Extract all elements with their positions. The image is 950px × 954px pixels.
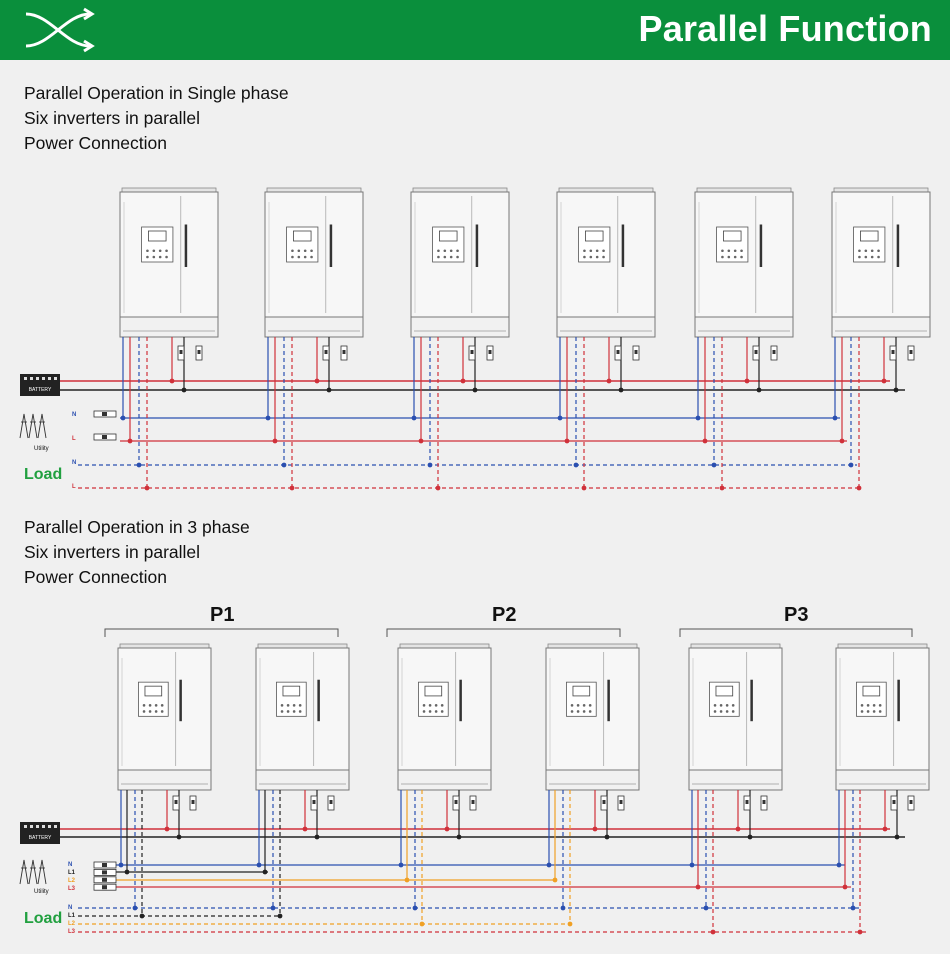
panel-button [583,710,586,713]
panel-button [602,249,605,252]
junction-dot [461,379,466,384]
panel-button [293,704,296,707]
load-line-label: L [72,484,76,490]
junction-dot [711,930,716,935]
junction-dot [553,878,558,883]
panel-button [873,704,876,707]
junction-dot [849,463,854,468]
junction-dot [837,863,842,868]
breaker-switch [893,800,896,804]
breaker-switch [192,800,195,804]
junction-dot [457,835,462,840]
battery-cell [24,377,27,380]
panel-button [714,710,717,713]
panel-button [161,704,164,707]
handle [607,680,610,721]
junction-dot [170,379,175,384]
inverter-base [836,770,929,790]
panel-button [153,249,156,252]
handle [330,225,333,268]
panel-button [281,710,284,713]
junction-dot [145,486,150,491]
panel-button [583,704,586,707]
panel-button [726,710,729,713]
breaker-switch [755,350,758,354]
utility-tower-icon [38,414,46,438]
inverter-base [546,770,639,790]
breaker-switch [746,800,749,804]
junction-dot [833,416,838,421]
breaker-switch [455,800,458,804]
panel-button [740,256,743,259]
utility-label: Utility [34,889,49,895]
junction-dot [315,835,320,840]
breaker-switch [102,878,107,882]
panel-button [879,710,882,713]
battery-cell [30,825,33,828]
junction-dot [593,827,598,832]
panel-button [732,704,735,707]
junction-dot [420,922,425,927]
junction-dot [436,486,441,491]
group-bracket [105,629,338,637]
utility-line-label: L1 [68,870,76,876]
breaker-switch [620,800,623,804]
inverter-base [118,770,211,790]
panel-button [596,249,599,252]
breaker-switch [175,800,178,804]
load-line-label: L3 [68,929,76,935]
breaker-switch [603,800,606,804]
junction-dot [412,416,417,421]
load-label: Load [24,910,63,927]
junction-dot [547,863,552,868]
panel-button [444,256,447,259]
load-label: Load [24,466,63,483]
handle [179,680,182,721]
panel-button [299,704,302,707]
panel-button [304,249,307,252]
panel-button [867,704,870,707]
load-line-label: L2 [68,921,76,927]
handle [459,680,462,721]
panel-button [429,704,432,707]
junction-dot [895,835,900,840]
breaker-switch [635,350,638,354]
panel-button [441,704,444,707]
breaker-switch [313,800,316,804]
utility-tower-icon [38,860,46,884]
utility-line-label: L2 [68,878,76,884]
panel-button [299,710,302,713]
junction-dot [858,930,863,935]
panel-button [153,256,156,259]
junction-dot [428,463,433,468]
panel-button [456,249,459,252]
inverter-base [832,317,930,337]
panel-button [441,710,444,713]
breaker-switch [910,350,913,354]
junction-dot [568,922,573,927]
junction-dot [290,486,295,491]
panel-button [865,249,868,252]
panel-button [149,710,152,713]
panel-button [161,710,164,713]
junction-dot [703,439,708,444]
junction-dot [125,870,130,875]
utility-label: Utility [34,446,49,452]
inverter-base [398,770,491,790]
junction-dot [558,416,563,421]
inverter-base [695,317,793,337]
panel-button [165,249,168,252]
panel-button [873,710,876,713]
panel-button [165,256,168,259]
panel-button [310,249,313,252]
panel-button [734,249,737,252]
inverter-base [120,317,218,337]
utility-line-label: L [72,436,76,442]
handle [760,225,763,268]
junction-dot [137,463,142,468]
panel-button [435,710,438,713]
junction-dot [565,439,570,444]
junction-dot [140,914,145,919]
junction-dot [263,870,268,875]
utility-tower-icon [20,414,28,438]
panel-button [146,249,149,252]
group-bracket [387,629,620,637]
junction-dot [273,439,278,444]
breaker-switch [892,350,895,354]
group-bracket [680,629,912,637]
panel-button [159,256,162,259]
panel-button [287,704,290,707]
utility-line-label: N [72,412,77,418]
breaker-switch [343,350,346,354]
battery-cell [36,377,39,380]
breaker-switch [617,350,620,354]
junction-dot [843,885,848,890]
battery-label: BATTERY [28,835,52,841]
panel-button [143,710,146,713]
junction-dot [315,379,320,384]
panel-button [714,704,717,707]
inverter-base [689,770,782,790]
breaker-switch [472,800,475,804]
panel-button [155,710,158,713]
junction-dot [704,906,709,911]
breaker-switch [910,800,913,804]
junction-dot [182,388,187,393]
junction-dot [882,379,887,384]
junction-dot [894,388,899,393]
battery-cell [42,377,45,380]
battery-cell [54,377,57,380]
panel-button [437,249,440,252]
junction-dot [278,914,283,919]
breaker-switch [471,350,474,354]
load-line-label: N [68,905,73,911]
junction-dot [419,439,424,444]
panel-button [287,710,290,713]
junction-dot [605,835,610,840]
battery-cell [24,825,27,828]
junction-dot [748,835,753,840]
handle [317,680,320,721]
panel-button [146,256,149,259]
battery-label: BATTERY [28,387,52,393]
panel-button [304,256,307,259]
junction-dot [712,463,717,468]
panel-button [720,710,723,713]
junction-dot [473,388,478,393]
breaker-switch [102,870,107,874]
panel-button [456,256,459,259]
junction-dot [133,906,138,911]
breaker-switch [325,350,328,354]
panel-button [310,256,313,259]
panel-button [728,256,731,259]
breaker-switch [489,350,492,354]
panel-button [589,704,592,707]
junction-dot [561,906,566,911]
junction-dot [857,486,862,491]
junction-dot [165,827,170,832]
junction-dot [119,863,124,868]
battery-cell [54,825,57,828]
junction-dot [405,878,410,883]
panel-button [155,704,158,707]
junction-dot [282,463,287,468]
breaker-switch [773,350,776,354]
panel-button [577,710,580,713]
junction-dot [883,827,888,832]
panel-button [291,256,294,259]
panel-button [291,249,294,252]
panel-button [734,256,737,259]
battery-cell [36,825,39,828]
utility-tower-icon [20,860,28,884]
inverter-base [411,317,509,337]
junction-dot [696,416,701,421]
load-line-label: L1 [68,913,76,919]
junction-dot [271,906,276,911]
panel-button [571,710,574,713]
battery-cell [48,825,51,828]
junction-dot [745,379,750,384]
junction-dot [619,388,624,393]
panel-button [583,256,586,259]
panel-button [589,710,592,713]
utility-tower-icon [29,860,37,884]
junction-dot [257,863,262,868]
breaker-switch [330,800,333,804]
panel-button [444,249,447,252]
panel-button [721,249,724,252]
section1-line: Six inverters in parallel [24,108,201,128]
group-label-p2: P2 [492,604,517,626]
section1-line: Power Connection [24,133,167,153]
handle [750,680,753,721]
panel-button [858,256,861,259]
panel-button [720,704,723,707]
junction-dot [582,486,587,491]
junction-dot [851,906,856,911]
panel-button [423,704,426,707]
panel-button [298,256,301,259]
breaker-switch [198,350,201,354]
breaker-switch [102,885,107,889]
panel-button [877,256,880,259]
junction-dot [736,827,741,832]
junction-dot [413,906,418,911]
section2-line: Parallel Operation in 3 phase [24,517,250,537]
panel-button [871,249,874,252]
junction-dot [720,486,725,491]
panel-button [159,249,162,252]
group-label-p3: P3 [784,604,809,626]
handle [185,225,188,268]
inverter-base [256,770,349,790]
panel-button [602,256,605,259]
handle [897,225,900,268]
load-line-label: N [72,460,77,466]
panel-button [429,710,432,713]
group-label-p1: P1 [210,604,235,626]
junction-dot [128,439,133,444]
junction-dot [574,463,579,468]
breaker-switch [763,800,766,804]
junction-dot [303,827,308,832]
battery-cell [42,825,45,828]
junction-dot [757,388,762,393]
section1-line: Parallel Operation in Single phase [24,83,289,103]
panel-button [583,249,586,252]
panel-button [298,249,301,252]
panel-button [867,710,870,713]
junction-dot [327,388,332,393]
battery-cell [48,377,51,380]
junction-dot [177,835,182,840]
panel-button [861,710,864,713]
page-title: Parallel Function [638,8,932,49]
breaker-switch [102,435,107,439]
panel-button [861,704,864,707]
junction-dot [266,416,271,421]
breaker-switch [102,863,107,867]
panel-button [435,704,438,707]
panel-button [728,249,731,252]
panel-button [423,710,426,713]
utility-tower-icon [29,414,37,438]
panel-button [871,256,874,259]
panel-button [450,249,453,252]
panel-button [281,704,284,707]
breaker-switch [180,350,183,354]
junction-dot [840,439,845,444]
junction-dot [696,885,701,890]
panel-button [571,704,574,707]
panel-button [865,256,868,259]
panel-button [740,249,743,252]
panel-button [877,249,880,252]
junction-dot [445,827,450,832]
panel-button [293,710,296,713]
handle [476,225,479,268]
breaker-switch [102,412,107,416]
junction-dot [399,863,404,868]
inverter-base [265,317,363,337]
utility-line-label: L3 [68,886,76,892]
panel-button [577,704,580,707]
panel-button [590,249,593,252]
battery-cell [30,377,33,380]
panel-button [726,704,729,707]
panel-button [143,704,146,707]
panel-button [732,710,735,713]
panel-button [590,256,593,259]
junction-dot [690,863,695,868]
panel-button [858,249,861,252]
panel-button [149,704,152,707]
section2-line: Six inverters in parallel [24,542,201,562]
panel-button [879,704,882,707]
junction-dot [607,379,612,384]
utility-line-label: N [68,862,73,868]
panel-button [721,256,724,259]
section2-line: Power Connection [24,567,167,587]
inverter-base [557,317,655,337]
junction-dot [121,416,126,421]
handle [622,225,625,268]
panel-button [450,256,453,259]
handle [897,680,900,721]
panel-button [596,256,599,259]
panel-button [437,256,440,259]
